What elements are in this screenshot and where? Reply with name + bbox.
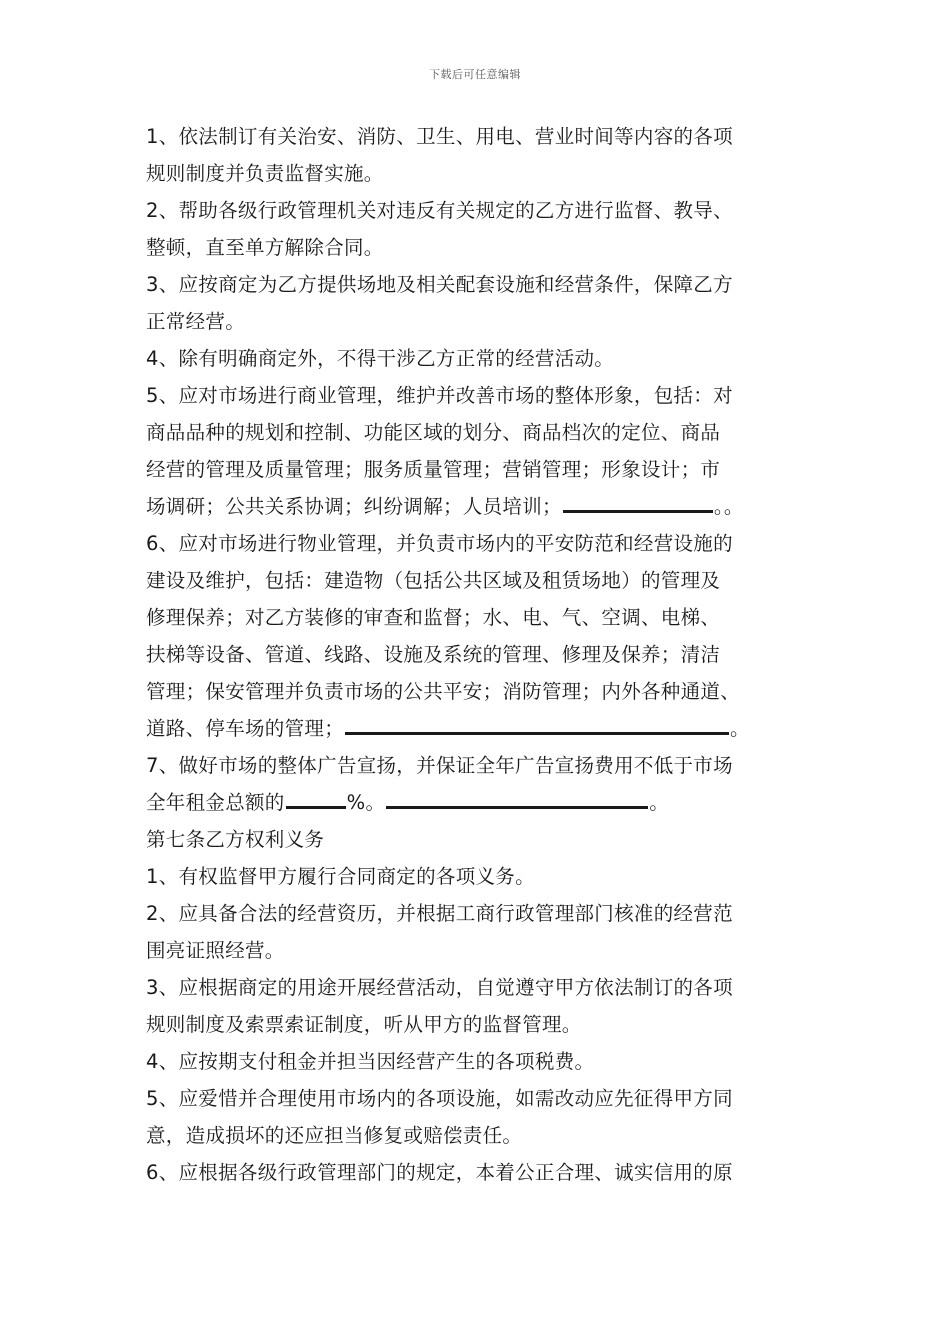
text-line: 2、应具备合法的经营资历，并根据工商行政管理部门核准的经营范 [146, 902, 733, 925]
text-segment: 场调研；公共关系协调；纠纷调解；人员培训； [146, 495, 562, 518]
text-segment: 。。 [713, 495, 744, 518]
fill-in-blank [286, 784, 346, 809]
fill-in-blank [386, 784, 648, 809]
text-line: 4、应按期支付租金并担当因经营产生的各项税费。 [146, 1050, 595, 1073]
text-line: 修理保养；对乙方装修的审查和监督；水、电、气、空调、电梯、 [146, 606, 721, 629]
page-header-watermark: 下载后可任意编辑 [429, 68, 521, 81]
text-line: 7、做好市场的整体广告宣扬，并保证全年广告宣扬费用不低于市场 [146, 754, 733, 777]
text-line: 6、应对市场进行物业管理，并负责市场内的平安防范和经营设施的 [146, 532, 733, 555]
text-line: 经营的管理及质量管理；服务质量管理；营销管理；形象设计；市 [146, 458, 721, 481]
text-line: 规则制度及索票索证制度，听从甲方的监督管理。 [146, 1013, 582, 1036]
text-segment: 道路、停车场的管理； [146, 717, 345, 740]
text-line: 4、除有明确商定外，不得干涉乙方正常的经营活动。 [146, 347, 615, 370]
text-line: 5、应对市场进行商业管理，维护并改善市场的整体形象，包括：对 [146, 384, 733, 407]
document-body [146, 118, 816, 1191]
section-heading: 第七条乙方权利义务 [146, 828, 325, 851]
text-line: 3、应按商定为乙方提供场地及相关配套设施和经营条件，保障乙方 [146, 273, 733, 296]
text-segment: %。 [346, 791, 386, 814]
text-line: 意，造成损坏的还应担当修复或赔偿责任。 [146, 1124, 523, 1147]
text-line: 3、应根据商定的用途开展经营活动，自觉遵守甲方依法制订的各项 [146, 976, 733, 999]
text-line-with-blank [146, 710, 816, 747]
text-segment: 。 [649, 791, 670, 814]
text-line: 建设及维护，包括：建造物（包括公共区域及租赁场地）的管理及 [146, 569, 721, 592]
text-line: 规则制度并负责监督实施。 [146, 162, 384, 185]
text-line-with-blank [146, 784, 816, 821]
text-line: 正常经营。 [146, 310, 246, 333]
text-line: 6、应根据各级行政管理部门的规定，本着公正合理、诚实信用的原 [146, 1161, 733, 1184]
fill-in-blank [345, 710, 729, 735]
fill-in-blank [563, 488, 713, 513]
text-segment: 。 [730, 717, 750, 740]
text-line: 2、帮助各级行政管理机关对违反有关规定的乙方进行监督、教导、 [146, 199, 733, 222]
text-segment: 全年租金总额的 [146, 791, 285, 814]
text-line: 围亮证照经营。 [146, 939, 285, 962]
text-line-with-blank [146, 488, 816, 525]
text-line: 整顿，直至单方解除合同。 [146, 236, 384, 259]
text-line: 商品品种的规划和控制、功能区域的划分、商品档次的定位、商品 [146, 421, 721, 444]
text-line: 5、应爱惜并合理使用市场内的各项设施，如需改动应先征得甲方同 [146, 1087, 733, 1110]
text-line: 1、依法制订有关治安、消防、卫生、用电、营业时间等内容的各项 [146, 125, 733, 148]
text-line: 扶梯等设备、管道、线路、设施及系统的管理、修理及保养；清洁 [146, 643, 721, 666]
text-line: 管理；保安管理并负责市场的公共平安；消防管理；内外各种通道、 [146, 680, 741, 703]
text-line: 1、有权监督甲方履行合同商定的各项义务。 [146, 865, 535, 888]
